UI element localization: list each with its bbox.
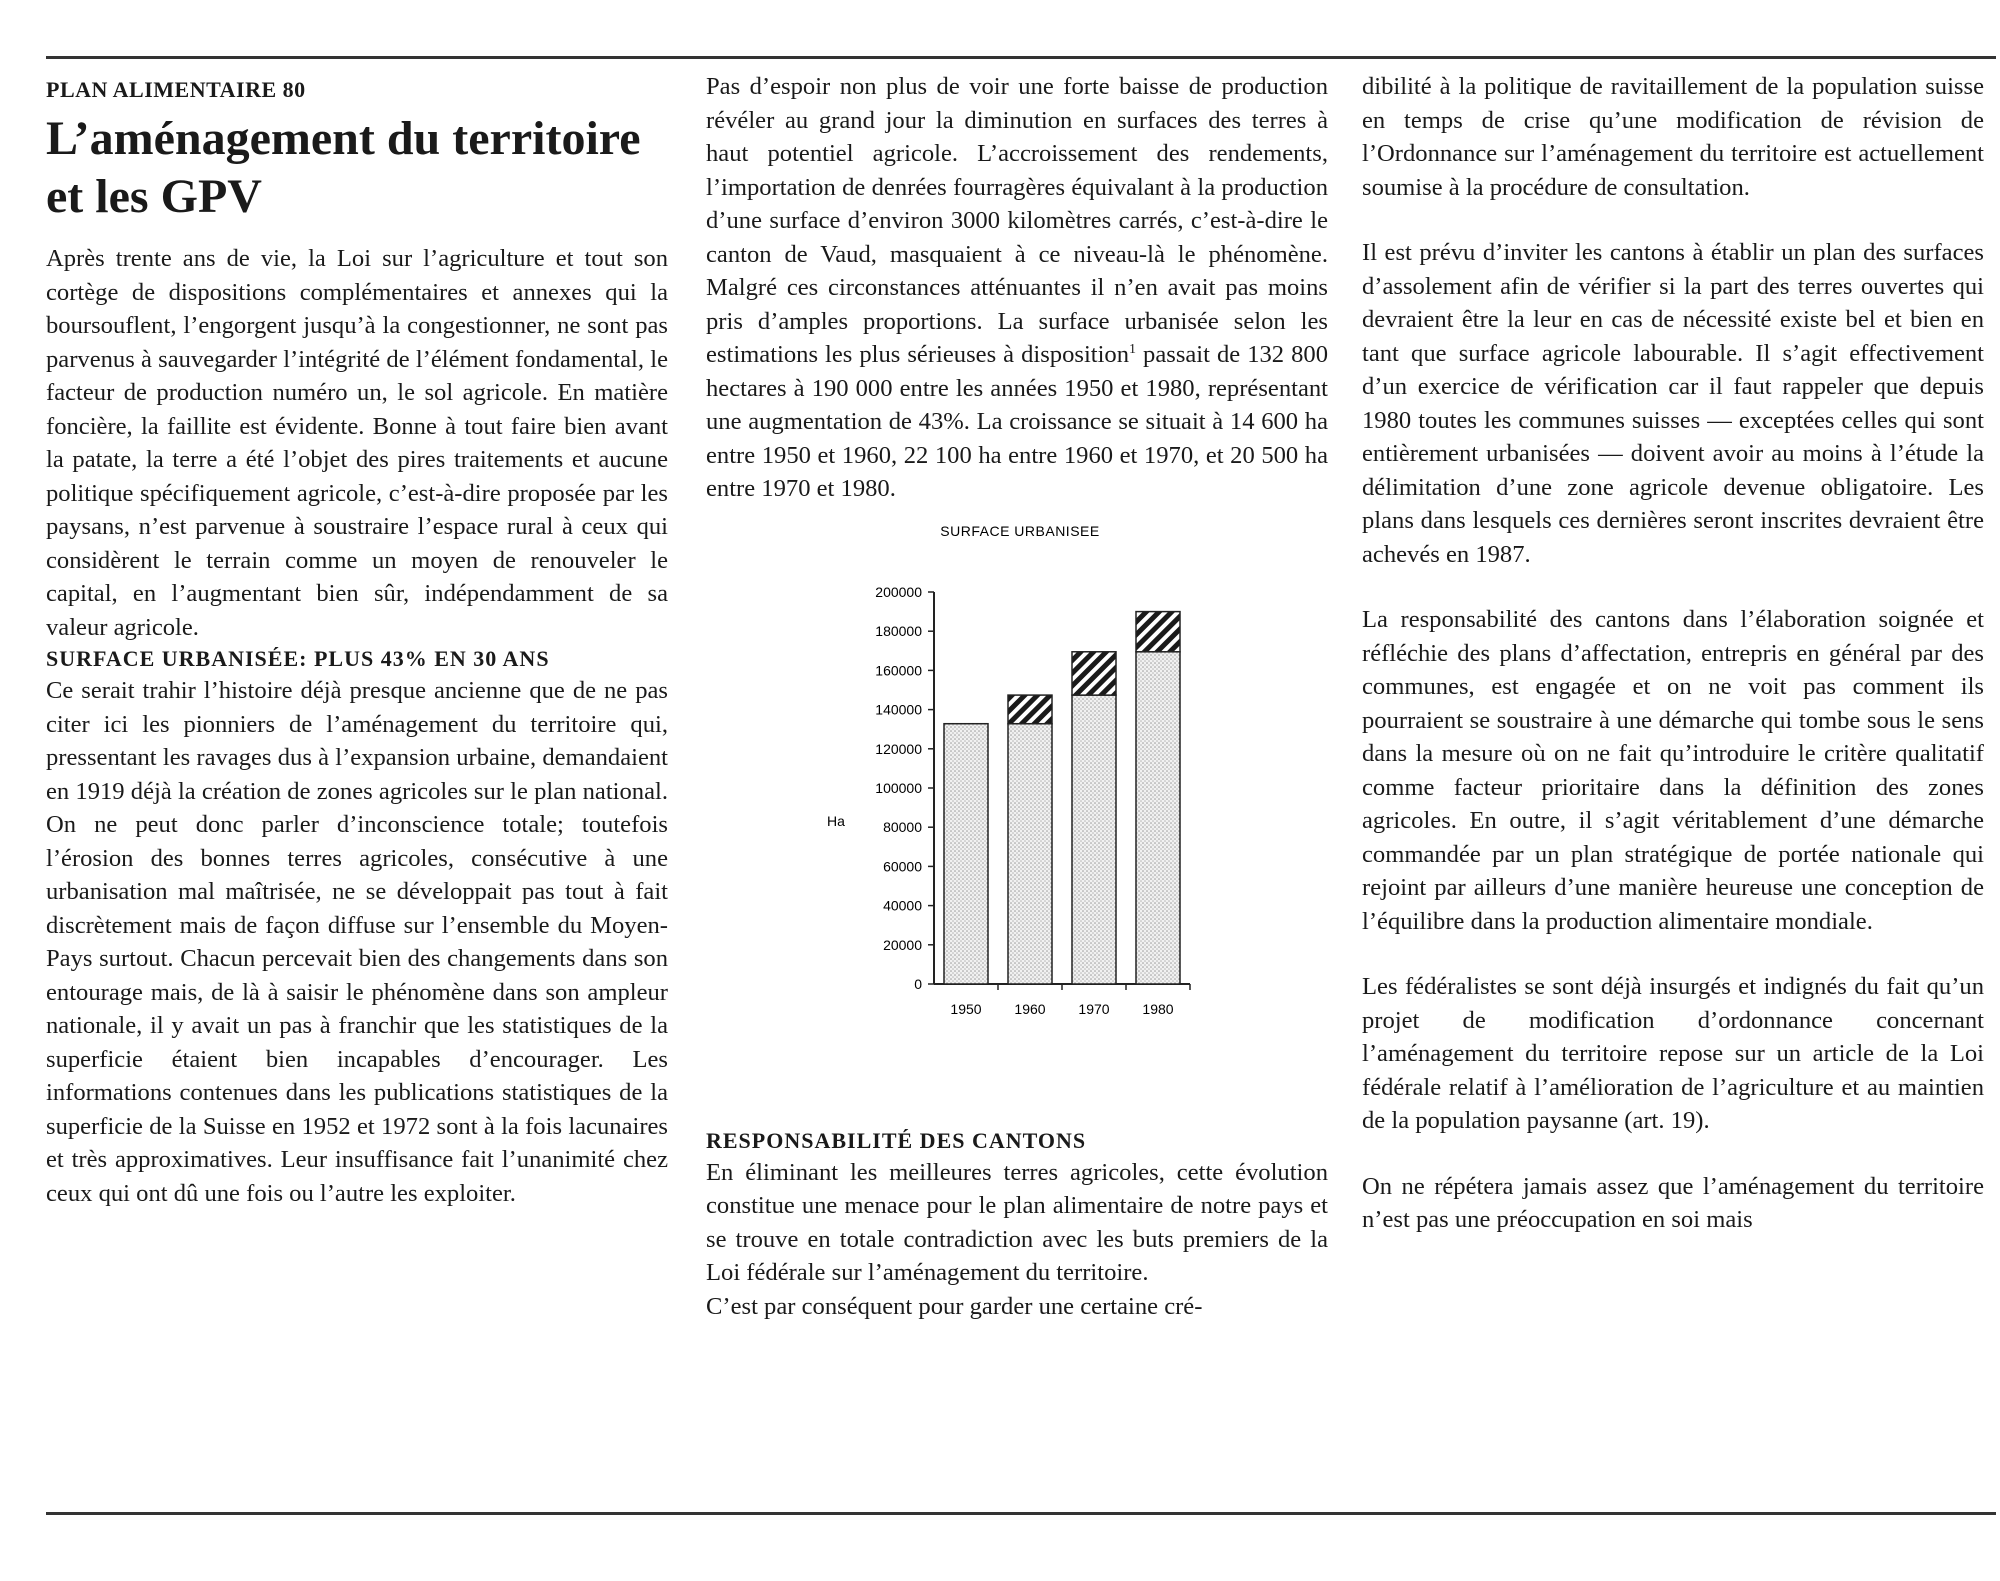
paragraph-gap [1362,1138,1984,1170]
top-rule [46,56,1996,59]
paragraph: On ne répétera jamais assez que l’aménagement du territoire n’est pas une préoccupation en soi mais [1362,1172,1984,1233]
paragraph: Les fédéralistes se sont déjà insurgés et indignés du fait qu’un projet de modification d’ordonnance concernant l’aménagement du territoire repose sur un article de la Loi fédérale relatif à l’amélioration de l’agriculture et au maintien de la population paysanne (art. 19). [1362,973,1984,1134]
bar-segment-increase [1136,611,1180,651]
y-axis-label: Ha [827,812,845,829]
x-tick-label: 1970 [1078,1000,1110,1017]
y-tick-label: 20000 [883,936,922,953]
paragraph-gap [1362,938,1984,970]
subheading: SURFACE URBANISÉE: PLUS 43% EN 30 ANS [46,646,550,671]
y-tick-label: 100000 [875,779,922,796]
paragraph: Il est prévu d’inviter les cantons à établir un plan des surfaces d’assolement afin de vérifier si la part des terres ouvertes qui devraient être la leur en cas de nécessité existe bel et bien en tant que surface agricole labourable. Il s’agit effectivement d’un exercice de vérification car il faut rappeler que depuis 1980 toutes les communes suisses — exceptées celles qui sont entièrement urbanisées — doivent avoir au moins à l’étude la délimitation d’une zone agricole devenue obligatoire. Les plans dans lesquels ces dernières seront inscrites devraient être achevés en 1987. [1362,239,1984,568]
bar-segment-increase [1008,695,1052,724]
bar-segment-base [1072,695,1116,984]
paragraph-gap [1362,571,1984,603]
bottom-rule [46,1512,1996,1515]
bar-segment-base [1008,723,1052,983]
y-tick-label: 60000 [883,857,922,874]
bar-segment-base [1136,651,1180,983]
subheading: RESPONSABILITÉ DES CANTONS [706,1127,1087,1153]
y-tick-label: 120000 [875,740,922,757]
bar-segment-increase [1072,651,1116,694]
article-title-line-2: et les GPV [46,170,262,223]
paragraph-text: Pas d’espoir non plus de voir une forte baisse de production révéler au grand jour la diminution en surfaces des terres à haut potentiel agricole. L’accroissement des rendements, l’importation de denrées fourragères équivalant à la production d’une surface d’environ 3000 kilomètres carrés, c’est-à-dire le canton de Vaud, masquaient à ce niveau-là le phénomène. Malgré ces circonstances atténuantes il n’en avait pas moins pris d’amples proportions. La surface urbanisée selon les estimations les plus sérieuses à disposition [706,73,1328,368]
column-3 [1362,70,1984,1237]
section-kicker: PLAN ALIMENTAIRE 80 [46,77,306,102]
column-1 [46,70,668,1210]
paragraph: Après trente ans de vie, la Loi sur l’agriculture et tout son cortège de dispositions complémentaires et annexes qui la boursouflent, l’engorgent jusqu’à la congestionner, ne sont pas parvenus à sauvegarder l’intégrité de l’élément fondamental, le facteur de production numéro un, le sol agricole. En matière foncière, la faillite est évidente. Bonne à tout faire bien avant la patate, la terre a été l’objet des pires traitements et aucune politique spécifiquement agricole, c’est-à-dire proposée par les paysans, n’est parvenue à soustraire l’espace rural à ceux qui considèrent le terrain comme un moyen de renouveler le capital, en l’augmentant bien sûr, indépendamment de sa valeur agricole. [46,245,668,641]
article-title [46,110,668,226]
y-tick-label: 80000 [883,818,922,835]
paragraph: La responsabilité des cantons dans l’élaboration soignée et réfléchie des plans d’affectation, entrepris en général par des communes, est engagée et on ne voit pas comment ils pourraient se soustraire à une démarche qui tombe sous le sens dans la mesure où on ne fait qu’introduire le critère qualitatif comme facteur prioritaire dans la définition des zones agricoles. En outre, il s’agit véritablement d’une démarche commandée par un plan stratégique de portée nationale qui rejoint par ailleurs d’une manière heureuse une conception de l’équilibre dans la production alimentaire mondiale. [1362,606,1984,935]
paragraph: dibilité à la politique de ravitaillement de la population suisse en temps de crise qu’une modification de révision de l’Ordonnance sur l’aménagement du territoire est actuellement soumise à la procédure de consultation. [1362,73,1984,201]
article-title-line-1: L’aménagement du territoire [46,112,641,165]
x-tick-label: 1960 [1014,1000,1046,1017]
y-tick-label: 140000 [875,701,922,718]
y-tick-label: 0 [914,975,922,992]
footnote-mark: 1 [1129,341,1137,357]
y-tick-label: 40000 [883,897,922,914]
paragraph-text: passait de 132 800 hectares à 190 000 entre les années 1950 et 1980, représentant une augmentation de 43%. La croissance se situait à 14 600 ha entre 1950 et 1960, 22 100 ha entre 1960 et 1970, et 20 500 ha entre 1970 et 1980. [706,341,1328,502]
chart-title: SURFACE URBANISEE [940,522,1100,539]
y-tick-label: 180000 [875,622,922,639]
bar-chart [706,514,1328,1114]
y-tick-label: 200000 [875,583,922,600]
chart-svg [706,514,1328,1114]
y-tick-label: 160000 [875,661,922,678]
x-tick-label: 1950 [950,1000,982,1017]
paragraph: Ce serait trahir l’histoire déjà presque ancienne que de ne pas citer ici les pionniers de l’aménagement du territoire qui, pressentant les ravages dus à l’expansion urbaine, demandaient en 1919 déjà la création de zones agricoles sur le plan national. On ne peut donc parler d’inconscience totale; toutefois l’érosion des bonnes terres agricoles, consécutive à une urbanisation mal maîtrisée, ne se développait pas tout à fait discrètement mais de façon diffuse sur l’ensemble du Moyen-Pays surtout. Chacun percevait bien des changements dans son entourage mais, de là à saisir le phénomène dans son ampleur nationale, il y avait un pas à franchir que les statistiques de la superficie étaient bien incapables d’encourager. Les informations contenues dans les publications statistiques de la superficie de la Suisse en 1952 et 1972 sont à la fois lacunaires et très approximatives. Leur insuffisance fait l’unanimité chez ceux qui ont dû une fois ou l’autre les exploiter. [46,677,668,1207]
column-2 [706,70,1328,1323]
paragraph-gap [1362,204,1984,236]
x-tick-label: 1980 [1142,1000,1174,1017]
paragraph: C’est par conséquent pour garder une certaine cré- [706,1292,1203,1320]
paragraph [706,70,1328,506]
paragraph: En éliminant les meilleures terres agricoles, cette évolution constitue une menace pour le plan alimentaire de notre pays et se trouve en totale contradiction avec les buts premiers de la Loi fédérale sur l’aménagement du territoire. [706,1158,1328,1286]
bar-segment-base [944,723,988,983]
